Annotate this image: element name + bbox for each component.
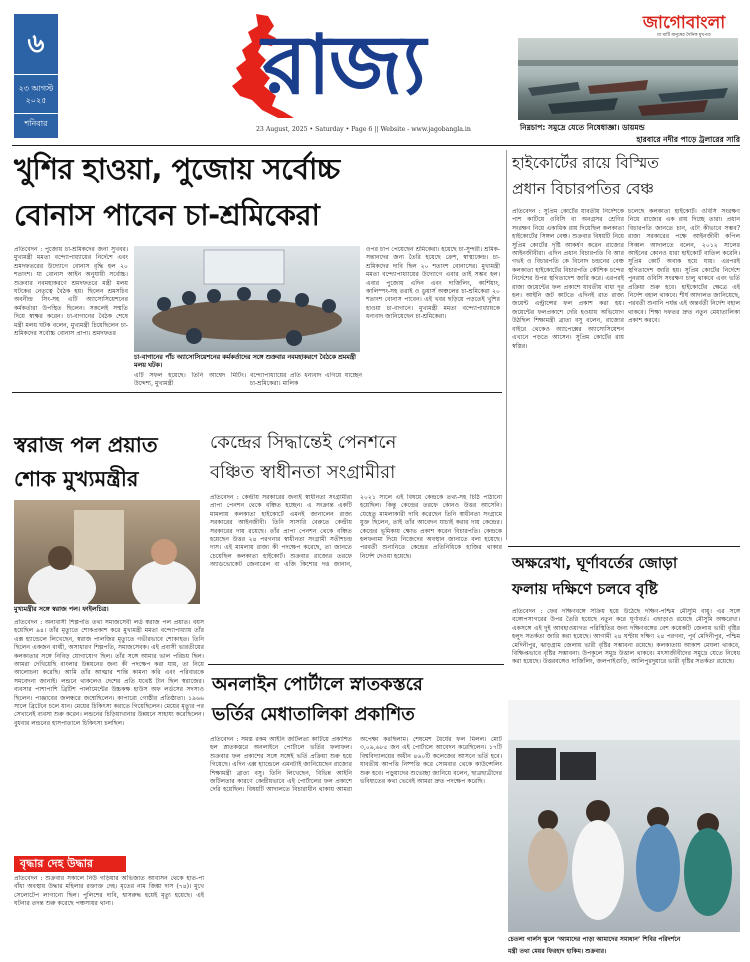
- masthead-title: রাজ্য: [262, 18, 425, 113]
- story6-top-rule: [208, 664, 504, 665]
- story4-headline-line1: কেন্দ্রের সিদ্ধান্তেই পেনশনে: [210, 432, 397, 453]
- story2-headline-line2: প্রধান বিচারপতির বেঞ্চ: [512, 180, 654, 198]
- story7-headline: বৃদ্ধার দেহ উদ্ধার: [20, 857, 93, 870]
- story1-headline-line2: বোনাস পাবেন চা-শ্রমিকেরা: [14, 198, 320, 232]
- story2-col1: প্রতিবেদন : সুপ্রিম কোর্টের যাবতীয় নির্দেশকে পাশ কাটিয়ে ওবিসি বা অনগ্রসর শ্রেণির সংরক্ষণ নিয়ে একাধিক রায় দিয়েছিল কলকাতা হাইকোর্টের সিঙ্গল বেঞ্চ। শুক্রবার বিষয়টি নিয়ে সুপ্রিম কোর্টের দৃষ্টি আকর্ষণ করেন রাজ্যের আইনজীবীরা। এদিন প্রধান বিচারপতি বি আর গভই ও বিচারপতি কে বিনোদ চন্দ্রনের বেঞ্চ কলকাতা হাইকোর্টের বিচারপতি কৌশিক চন্দের নির্দেশের উপর স্থগিতাদেশ জারি করে। এরপরই রাজ্য জয়েন্টের ফল প্রকাশে যাবতীয় বাধা দূর হল। আইনি জট কাটতে এদিনই রাত রাজ্য জয়েন্ট এন্ট্রান্সের ফল প্রকাশ করা হয়। জয়েন্টের ফলপ্রকাশে দেরি হওয়ায় অভিযোগ উঠছিল শিক্ষামন্ত্রী ব্রাত্য বসু বলেন, রাজ্যের বাইরে থেকেও অ্যাপেক্সের অ্যাসোসিয়েশন এখানে পড়তে আসেন। সুপ্রিম কোর্টের রায় স্বস্তির।: [512, 208, 624, 350]
- issue-day: শনিবার: [24, 119, 48, 128]
- story1-col2-under: এটি সফল হয়েছে। তিনি আশ্বেদ মিটিং। উদ্দেশ্য, মুখ্যমন্ত্রী: [134, 372, 246, 388]
- story4-headline-line2: বঞ্চিত স্বাধীনতা সংগ্রামীরা: [210, 462, 396, 483]
- story1-col3-under: বন্দ্যোপাধ্যায়ের প্রতি ধন্যবাদ এগিয়ে যাচ্ছেন চা-শ্রমিকেরা। মালিক: [250, 372, 362, 388]
- chetla-caption-2: মন্ত্রী তথা মেয়র ফিরহাদ হাকিম। শুক্রবার।: [508, 948, 607, 955]
- story5-body: প্রতিবেদন : ফের দক্ষিণবঙ্গে সক্রিয় হয়ে উঠেছে দক্ষিণ-পশ্চিম মৌসুমি বায়ু। এর সঙ্গে বঙ্গোপসাগরের উপর তৈরি হয়েছে নতুন করে ঘূর্ণাবর্ত। এছাড়াও রয়েছে মৌসুমি অক্ষরেখা। একসঙ্গে এই দুই আবহাওয়াগত পরিস্থিতির জন্য দক্ষিণবঙ্গের বেশ কয়েকটি জেলায় ভারী বৃষ্টির হলুদ সতর্কতা জারি করা হয়েছে। আগামী ২৪ ঘণ্টায় দক্ষিণ ২৪ পরগনা, পূর্ব মেদিনীপুর, পশ্চিম মেদিনীপুর, ঝাড়গ্রাম জেলায় ভারী বৃষ্টির সম্ভাবনা রয়েছে। কলকাতায় আকাশ মেঘলা থাকবে, বিক্ষিপ্তভাবে বৃষ্টির সম্ভাবনা। উপকূলে সমুদ্র উত্তাল থাকবে। মৎস্যজীবীদের সমুদ্রে যেতে নিষেধ করা হয়েছে। উত্তরবঙ্গেও দার্জিলিং, জলপাইগুড়ি, আলিপুরদুয়ারে ভারী বৃষ্টির সতর্কতা রয়েছে।: [512, 608, 740, 666]
- story1-bottom-rule: [12, 392, 502, 393]
- page-number: ৬: [14, 14, 58, 75]
- tea-meeting-caption: চা-বাগানের পাঁচ অ্যাসোসিয়েশনের কর্মকর্তাদের সঙ্গে শুক্রবার নবমহাকরণে বৈঠকে শ্রমমন্ত্রী মলয় ঘটক।: [134, 354, 356, 369]
- harbour-caption-2: হারবারে নদীর পাড়ে ট্রলারের সারি: [636, 135, 740, 144]
- story1-col1: প্রতিবেদন : পুজোয় চা-শ্রমিকদের জন্য সুখবর। মুখ্যমন্ত্রী মমতা বন্দ্যোপাধ্যায়ের নির্দেশে এবং শ্রমদফতরের উদ্যোগে বোনাস বৃদ্ধি হল ২০ শতাংশ। যা বোনাস আইন অনুযায়ী সর্বোচ্চ। শুক্রবার নবমহাকরণে শ্রমদফতরে মন্ত্রী মলয় ঘটকের নেতৃত্বে বৈঠক হয়। ছিলেন শ্রমসচিব অবনীন্দ্র সিং-সহ এটি অ্যাসোসিয়েশনের কর্মকর্তারা উপস্থিত ছিলেন। সকলেই সম্মতি দিয়ে স্বাক্ষর করেন। চা-বাগানের বৈঠক শেষে মন্ত্রী মলয় ঘটক বলেন, মুখ্যমন্ত্রী চিয়েছিলেন চা-শ্রমিকদের সর্বোচ্চ বোনাস প্রাপ্য। শ্রমদফতর: [14, 246, 128, 338]
- tea-meeting-photo: [134, 246, 360, 352]
- story5-headline-line1: অক্ষরেখা, ঘূর্ণাবর্তের জোড়া: [512, 554, 678, 572]
- swraj-paul-caption: মুখ্যমন্ত্রীর সঙ্গে স্বরাজ পল। ফাইলচিত্র।: [14, 606, 109, 613]
- story4-body: প্রতিবেদন : কেন্দ্রীয় সরকারের জন্যই স্বাধীনতা সংগ্রামীরা প্রাপ্য পেনশন থেকে বঞ্চিত হচ্ছেন। এ সংক্রান্ত একটি মামলায় কলকাতা হাইকোর্টে এমনই জানালেন রাজ্য সরকারের আইনজীবী। তিনি সাসারি বেরুতে কেন্দ্রীয় সরকারের দায় রয়েছে। তাঁর প্রাপ্য পেনশন থেকে বঞ্চিত হয়েছেন উত্তর ২৪ পরগনার স্বাধীনতা সংগ্রামী সতীশচন্দ্র দাস। এই মামলায় রাজ্য কী পদক্ষেপ করেছে, তা জানতে চেয়েছিল কলকাতা হাইকোর্ট। শুক্রবার রাজ্যের তরফে অ্যাডভোকেট জেনারেল বা এজি কিশোর দত্ত জানান, ২০২১ সালে এই বিষয়ে কেন্দ্রকে তথ্য-সহ চিঠি পাঠানো হয়েছিল। কিন্তু কেন্দ্রের তরফে কোনও উত্তর আসেনি। যেহেতু মামলাকারী দাবি করেছেন তিনি স্বাধীনতা সংগ্রামে যুক্ত ছিলেন, তাই তাঁর আবেদন যাচাই করার দায় কেন্দ্রের। কেন্দ্রের ভূমিকায় ক্ষোভ প্রকাশ করেন বিচারপতি। কেন্দ্রকে হলফনামা দিয়ে নিজেদের অবস্থান জানাতে বলা হয়েছে। পরবর্তী শুনানিতে কেন্দ্রের প্রতিনিধিকে হাজির থাকার নির্দেশ দেওয়া হয়েছে।: [210, 494, 502, 569]
- story5-top-rule: [508, 546, 740, 547]
- masthead-dateline: 23 August, 2025 • Saturday • Page 6 || Website - www.jagobangla.in: [256, 126, 471, 133]
- swraj-paul-photo: [14, 500, 200, 604]
- story3-headline-line1: স্বরাজ পল প্রয়াত: [14, 433, 158, 457]
- issue-date: ২৩ আগস্ট ২০২৫: [14, 75, 58, 114]
- story7-headline-box: [14, 856, 126, 872]
- story3-body: প্রতিবেদন : অনাবাসী শিল্পপতি তথা সমাজসেবী লর্ড স্বরাজ পল প্রয়াত। বয়স হয়েছিল ৯৪। তাঁর মৃত্যুতে শোকপ্রকাশ করে মুখ্যমন্ত্রী মমতা বন্দ্যোপাধ্যায় তাঁর এক্স হ্যান্ডেলে লিখেছেন, স্বরাজ পালজির মৃত্যুতে গভীরভাবে শোকাহত। তিনি ছিলেন একজন বাগ্মী, অসাধারণ শিল্পপতি, সমাজসেবক। এই প্রবাসী ভারতীয়ের কলকাতার সঙ্গে নিবিড় যোগাযোগ ছিল। তাঁর সঙ্গে আমার ভাল পরিচয় ছিল। আমরা দেখিয়েছি বাংলার উন্নয়নের জন্য কী পদক্ষেপ করা যায়, তা নিয়ে আলোচনা করেছি। আমি তাঁর আত্মার শান্তি কামনা করি এবং পরিবারকে সমবেদনা জানাই। লন্ডনে থাকলেও দেশের প্রতি যথেষ্ট টান ছিল স্বরাজের। ব্যবসার পাশাপাশি ব্রিটিশ পার্লামেন্টের উচ্চকক্ষ হাউস অফ লর্ডসের সদস্যও ছিলেন। পাঞ্জাবের জলন্ধরে জন্মেছিলেন। কাপারো গোষ্ঠীর প্রতিষ্ঠাতা। ১৯৬৬ সালে ব্রিটেনে চলে যান। মেয়ের চিকিৎসা করাতে গিয়েছিলেন। মেয়ের মৃত্যুর পর সেখানেই ব্যবসা শুরু করেন। লন্ডনের চিড়িয়াখানার উন্নয়নে সাহায্য করেছিলেন। বুধবার লন্ডনের হাসপাতালে চিকিৎসা চলছিল।: [14, 619, 204, 727]
- story2-col2: চলেছে কলকাতা হাইকোর্ট। ওবিসি সংরক্ষণ নিয়ে রাজ্যের এক রায় দিচ্ছে তারা। প্রধান বিচারপতি জানতে চান, এটা কীভাবে সম্ভব? রাজ্য সরকারের পক্ষে আইনজীবী কপিল সিব্বল আদালতে বলেন, ২০১২ সালের আইনের কোনও ধারা হাইকোর্ট বাতিল করেনি। সুপ্রিম কোর্ট অবাক হয়ে যায়। এরপরই স্থগিতাদেশ জারি হয়। সুপ্রিম কোর্টের নির্দেশে পুনরায় ওবিসি সংরক্ষণ চালু থাকবে এবং ভর্তি প্রক্রিয়া শুরু হবে। হাইকোর্টের ক্ষেত্রে এই নির্দেশ বহাল থাকবে। শীর্ষ আদালত জানিয়েছে, পরবর্তী শুনানি পর্যন্ত এই অন্তর্বর্তী নির্দেশ বহাল থাকবে। শিক্ষা দফতর দ্রুত নতুন মেধাতালিকা প্রকাশ করবে।: [628, 208, 740, 325]
- story6-headline-line2: ভর্তির মেধাতালিকা প্রকাশিত: [212, 704, 415, 725]
- harbour-photo: [518, 38, 738, 120]
- jagobangla-tagline: মা মাটি মানুষের দৈনিক মুখপত্র: [657, 33, 711, 38]
- story7-body: প্রতিবেদন : শুক্রবার সকালে নিউ গড়িয়ার অভিজাত আবাসন থেকে হাত-পা বাঁধা অবস্থায় উদ্ধার মহিলার রক্তাক্ত দেহ। মৃতের নাম জিঙ্কা দাস (৭৪)। মুখে সেলোটেপ লাগানো ছিল। পুলিশের দাবি, শ্বাসরুদ্ধ হয়েই মৃত্যু হয়েছে। এই ঘটনার তদন্ত শুরু করেছে পঞ্চসায়র থানা।: [14, 875, 204, 908]
- page-number-box: [14, 14, 58, 138]
- chetla-school-photo: [508, 700, 740, 932]
- jagobangla-logo-text: জাগোবাংলা: [642, 13, 726, 33]
- story3-headline-line2: শোক মুখ্যমন্ত্রীর: [14, 467, 139, 491]
- story1-col3: ওপর চাপ পেয়েছেন শ্রমিকেরা। হয়েছে চা-সুন্দরী। শ্রমিক-সন্তানদের জন্য তৈরি হয়েছে ক্রেশ, স্বাস্থ্যকেন্দ্র। চা-শ্রমিকদের দাবি ছিল ২০ শতাংশ বোনাসের। মুখ্যমন্ত্রী মমতা বন্দ্যোপাধ্যায়ের উদ্যোগে এবার তাই সম্ভব হল। এবার পুজোয় এদিন এবং দার্জিলিং, কার্শিয়াং, কালিম্পং-সহ তরাই ও ডুয়ার্স অঞ্চলের চা-শ্রমিকেরা ২০ শতাংশ বোনাস পাবেন। এই খবর ছড়িয়ে পড়তেই খুশির হাওয়া চা-বাগানে। মুখ্যমন্ত্রী মমতা বন্দ্যোপাধ্যায়কে ধন্যবাদ জানিয়েছেন চা-শ্রমিকেরা।: [366, 246, 500, 321]
- harbour-caption-1: নিম্নচাপ: সমুদ্রে যেতে নিষেধাজ্ঞা। ডায়মন্ড: [520, 123, 645, 132]
- chetla-caption-1: চেতলা গার্লস স্কুলে ‘আমাদের পাড়া আমাদের সমাধান’ শিবির পরিদর্শনে: [508, 936, 681, 943]
- story1-headline-line1: খুশির হাওয়া, পুজোয় সর্বোচ্চ: [14, 152, 340, 186]
- story2-headline-line1: হাইকোর্টের রায়ে বিস্মিত: [512, 154, 659, 172]
- story5-headline-line2: ফলায় দক্ষিণে চলবে বৃষ্টি: [512, 580, 658, 598]
- story6-headline-line1: অনলাইন পোর্টালে স্নাতকস্তরে: [212, 674, 423, 695]
- column-divider: [506, 150, 507, 540]
- jagobangla-logo: [630, 13, 738, 39]
- story6-body: প্রতিবেদন : সমস্ত রকম আইনি জটিলতা কাটিয়ে প্রকাশিত হল স্নাতকস্তরে অনলাইনে পোর্টালে ভর্তির ফলাফল। শুক্রবার ফল প্রকাশের সঙ্গে সঙ্গেই ভর্তি প্রক্রিয়া শুরু হয়ে গিয়েছে। এদিন এক্স হ্যান্ডেলে এমনটাই জানিয়েছেন রাজ্যের শিক্ষামন্ত্রী ব্রাত্য বসু। তিনি লিখেছেন, বিভিন্ন আইনি জটিলতার কারণে কেন্দ্রীয়ভাবে এই পোর্টালের ফল প্রকাশে দেরি হয়েছিল। বিষয়টি আদালতে বিচারাধীন থাকায় আমরা অপেক্ষা করছিলাম। শেষমেশ ধৈর্যের ফল মিলল। মোট ৩,০৯,৬৮৫ জন এই পোর্টালে আবেদন করেছিলেন। ১৭টি বিশ্ববিদ্যালয়ের অধীন ৪৬০টি কলেজের আসনে ভর্তি হবে। যাবতীয় আপত্তি নিষ্পত্তি করে সোমবার থেকে কাউন্সেলিং শুরু হবে। পড়ুয়াদের শুভেচ্ছা জানিয়ে বলেন, ছাত্রছাত্রীদের ভবিষ্যতের কথা ভেবেই আমরা দ্রুত পদক্ষেপ করেছি।: [210, 736, 502, 794]
